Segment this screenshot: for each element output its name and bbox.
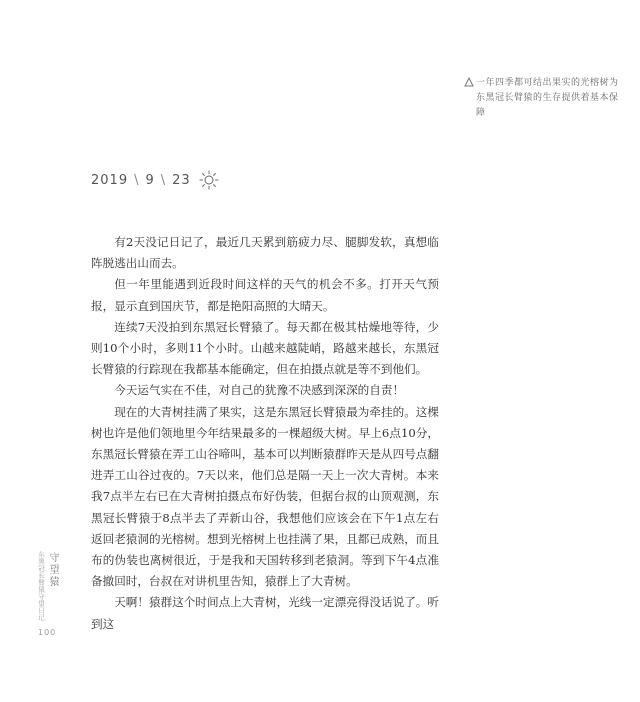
page-number: 100: [38, 628, 57, 637]
paragraph: 天啊！猿群这个时间点上大青树，光线一定漂亮得没话说了。听到这: [91, 595, 439, 631]
triangle-icon: [464, 77, 474, 87]
paragraph: 连续7天没拍到东黑冠长臂猿了。每天都在极其枯燥地等待，少则10个小时，多则11个小时。山越来越陡峭，路越来越长，东黑冠长臂猿的行踪现在我都基本能确定，但在拍摄点就是等不到他们。: [91, 319, 439, 377]
date-separator: \: [134, 172, 140, 188]
sun-icon: [199, 170, 219, 190]
photo-caption: [476, 76, 624, 121]
date-month: 9: [145, 172, 155, 188]
book-subtitle: 东黑冠长臂猿守望日记: [37, 551, 45, 621]
caption-text: 一年四季都可结出果实的光榕树为东黑冠长臂猿的生存提供着基本保障: [476, 78, 619, 118]
paragraph: 有2天没记日记了，最近几天累到筋疲力尽、腿脚发软，真想临阵脱逃出山而去。: [91, 235, 439, 271]
date-year: 2019: [91, 172, 129, 188]
diary-date: [91, 170, 219, 190]
date-separator: \: [160, 172, 167, 188]
paragraph: 但一年里能遇到近段时间这样的天气的机会不多。打开天气预报，显示直到国庆节，都是艳阳高照的大晴天。: [91, 277, 439, 313]
paragraph: 今天运气实在不佳，对自己的犹豫不决感到深深的自责！: [114, 383, 405, 398]
diary-body: [91, 232, 439, 635]
date-day: 23: [172, 172, 191, 188]
paragraph: 现在的大青树挂满了果实，这是东黑冠长臂猿最为牵挂的。这棵树也许是他们领地里今年结果最多的一棵超级大树。早上6点10分，东黑冠长臂猿在弄工山谷啼叫，基本可以判断猿群昨天是从四号点翻进弄工山谷过夜的。7天以来，他们总是隔一天上一次大青树。本来我7点半左右已在大青树拍摄点布好伪装，但据台叔的山顶观测，东黑冠长臂猿于8点半去了弄新山谷，我想他们应该会在下午1点左右返回老猿洞的光榕树。想到光榕树上也挂满了果，且都已成熟，而且布的伪装也离树很近，于是我和天国转移到老猿洞。等到下午4点准备撤回时，台叔在对讲机里告知，猿群上了大青树。: [91, 404, 439, 589]
book-title: 守望猿: [47, 552, 58, 588]
